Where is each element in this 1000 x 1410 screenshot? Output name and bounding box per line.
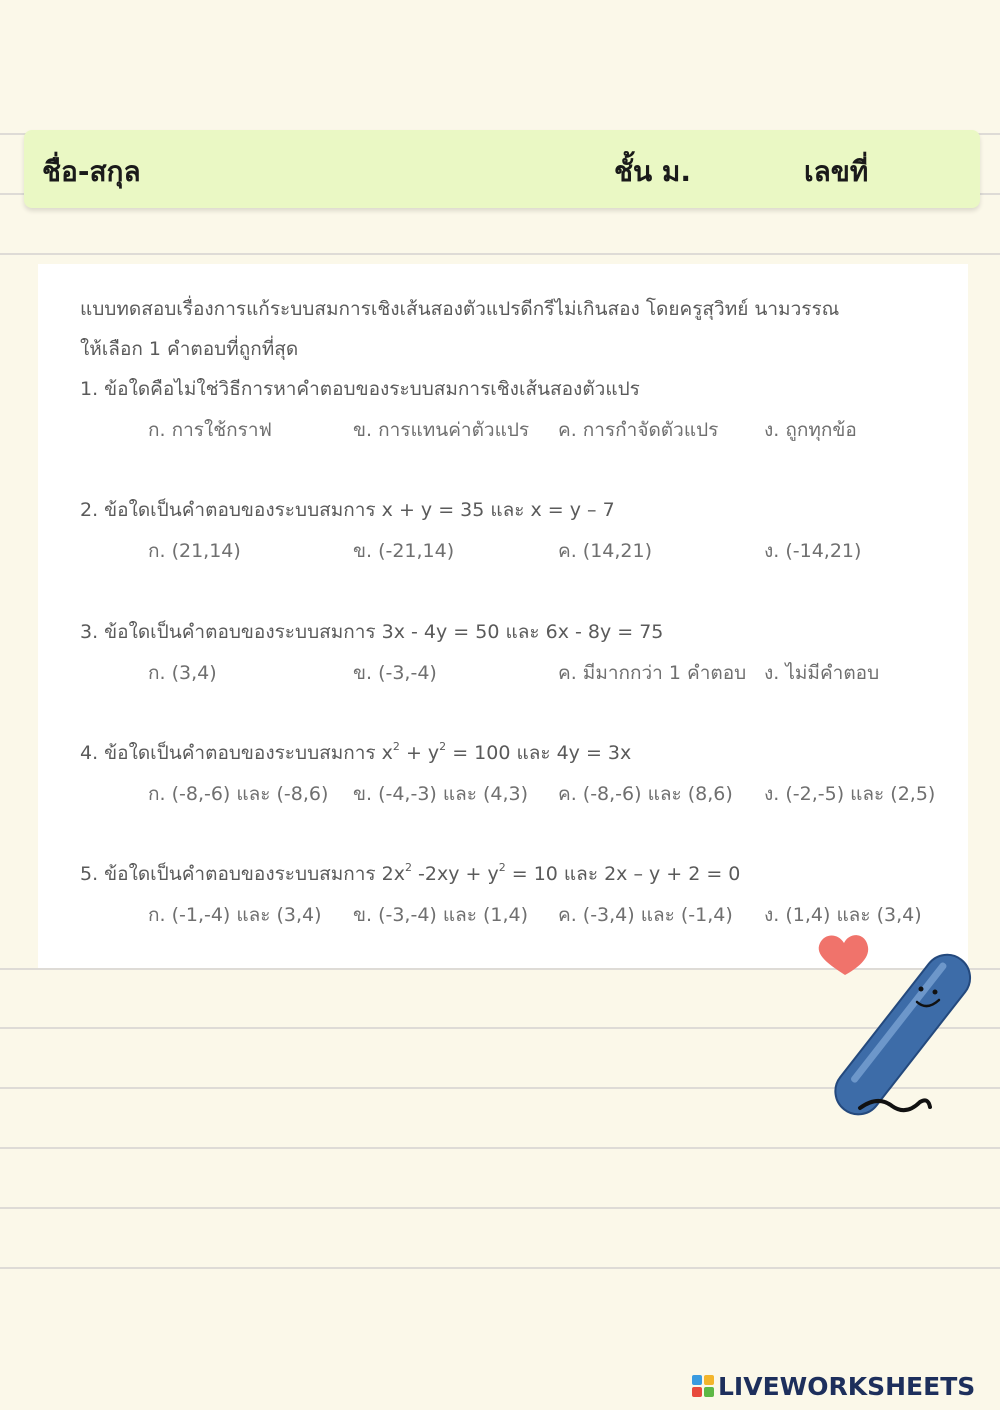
liveworksheets-logo (692, 1370, 975, 1402)
class-label: ชั้น ม. (614, 155, 691, 188)
question-1: 1. ข้อใดคือไม่ใช่วิธีการหาคำตอบของระบบสมการเชิงเส้นสองตัวแปร (80, 378, 640, 400)
logo-squares (692, 1375, 714, 1397)
pen-sticker (810, 925, 980, 1129)
quiz-title: แบบทดสอบเรื่องการแก้ระบบสมการเชิงเส้นสองตัวแปรดีกรีไม่เกินสอง โดยครูสุวิทย์ นามวรรณ (80, 298, 840, 320)
q3-option-c[interactable]: ค. มีมากกว่า 1 คำตอบ (558, 662, 747, 684)
q4-option-a[interactable]: ก. (-8,-6) และ (-8,6) (148, 783, 329, 805)
q3-option-d[interactable]: ง. ไม่มีคำตอบ (764, 662, 880, 684)
heart-icon (819, 935, 868, 975)
q4-option-c[interactable]: ค. (-8,-6) และ (8,6) (558, 783, 733, 805)
question-4: 4. ข้อใดเป็นคำตอบของระบบสมการ $x^2 + y^2 = 100$ และ 4y = 3x (80, 740, 632, 764)
q2-option-a[interactable]: ก. (21,14) (148, 540, 241, 562)
q2-option-d[interactable]: ง. (-14,21) (764, 540, 862, 562)
pen-icon (810, 925, 980, 1125)
q3-option-b[interactable]: ข. (-3,-4) (353, 662, 437, 684)
quiz-instruction: ให้เลือก 1 คำตอบที่ถูกที่สุด (80, 338, 299, 360)
q5-option-a[interactable]: ก. (-1,-4) และ (3,4) (148, 904, 322, 926)
question-2: 2. ข้อใดเป็นคำตอบของระบบสมการ x + y = 35 และ x = y – 7 (80, 499, 615, 521)
q2-option-c[interactable]: ค. (14,21) (558, 540, 653, 562)
brand-name: LIVEWORKSHEETS (718, 1371, 976, 1401)
q1-option-a[interactable]: ก. การใช้กราฟ (148, 419, 272, 441)
q5-option-b[interactable]: ข. (-3,-4) และ (1,4) (353, 904, 529, 926)
q1-option-d[interactable]: ง. ถูกทุกข้อ (764, 419, 857, 441)
q4-option-b[interactable]: ข. (-4,-3) และ (4,3) (353, 783, 529, 805)
q1-option-b[interactable]: ข. การแทนค่าตัวแปร (353, 419, 530, 441)
quiz-sheet (38, 264, 968, 968)
q5-option-c[interactable]: ค. (-3,4) และ (-1,4) (558, 904, 733, 926)
question-5: 5. ข้อใดเป็นคำตอบของระบบสมการ $2x^2$ $-2xy + y^2 = 10$ และ 2x – y + 2 = 0 (80, 861, 741, 885)
name-label: ชื่อ-สกุล (42, 155, 141, 188)
q1-option-c[interactable]: ค. การกำจัดตัวแปร (558, 419, 719, 441)
q5-option-d[interactable]: ง. (1,4) และ (3,4) (764, 904, 922, 926)
number-label: เลขที่ (804, 155, 869, 188)
q3-option-a[interactable]: ก. (3,4) (148, 662, 217, 684)
q4-option-d[interactable]: ง. (-2,-5) และ (2,5) (764, 783, 936, 805)
q2-option-b[interactable]: ข. (-21,14) (353, 540, 455, 562)
student-info-bar (24, 130, 980, 208)
question-3: 3. ข้อใดเป็นคำตอบของระบบสมการ 3x - 4y = 50 และ 6x - 8y = 75 (80, 621, 664, 643)
